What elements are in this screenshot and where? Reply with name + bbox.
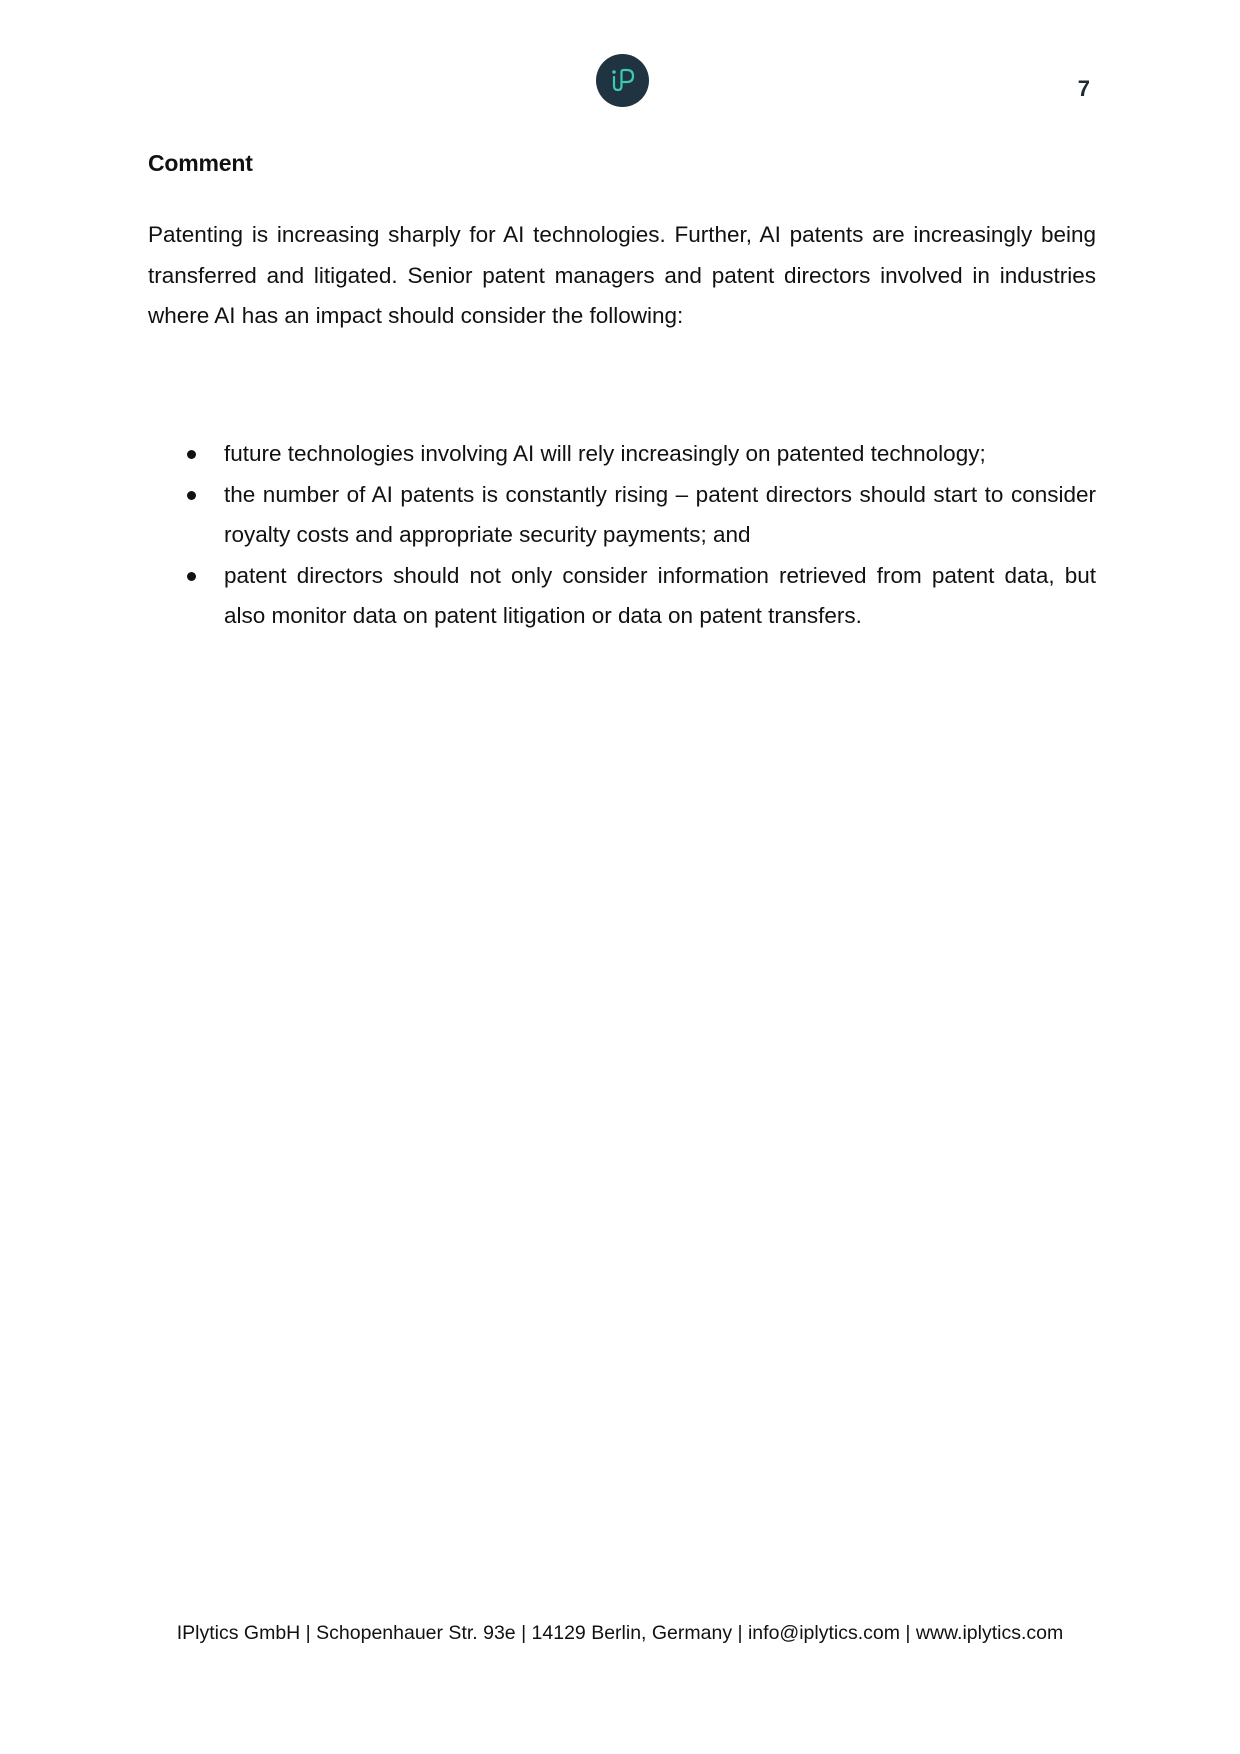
list-item-text: patent directors should not only consider information retrieved from patent data, but also monitor data on patent litigation or data on patent transfers. — [224, 562, 1096, 628]
intro-paragraph: Patenting is increasing sharply for AI technologies. Further, AI patents are increasingly being transferred and litigated. Senior patent managers and patent directors involved in industries where AI has an impact should consider the following: — [148, 222, 1096, 328]
page-number: 7 — [1077, 76, 1090, 101]
section-heading: Comment — [148, 150, 253, 176]
bullet-icon — [187, 572, 196, 581]
list-item — [148, 434, 1096, 475]
bullet-icon — [187, 491, 196, 500]
list-item-text: the number of AI patents is constantly rising – patent directors should start to consider royalty costs and appropriate security payments; and — [224, 481, 1096, 547]
iplytics-logo-icon — [596, 54, 649, 107]
list-item — [148, 475, 1096, 556]
recommendation-list — [148, 434, 1096, 637]
list-item — [148, 556, 1096, 637]
footer-contact: IPlytics GmbH | Schopenhauer Str. 93e | 14129 Berlin, Germany | info@iplytics.com | www.iplytics.com — [176, 1622, 1064, 1644]
list-item-text: future technologies involving AI will rely increasingly on patented technology; — [224, 441, 986, 466]
bullet-icon — [187, 450, 196, 459]
